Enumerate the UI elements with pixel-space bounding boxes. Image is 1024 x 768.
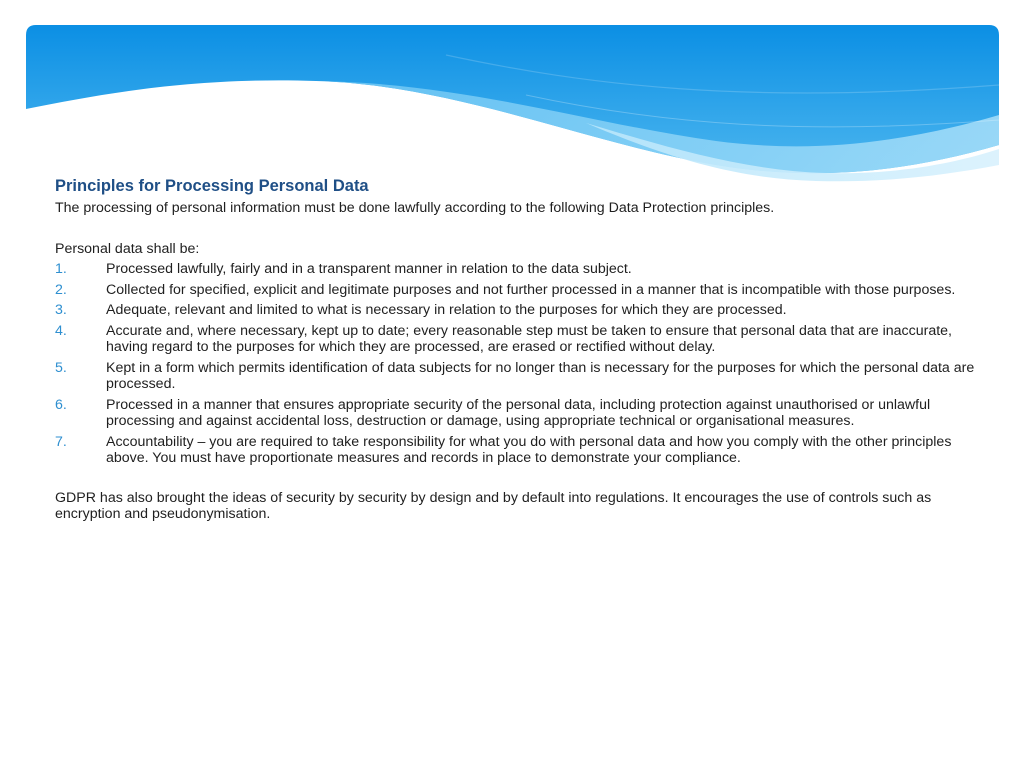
list-item-text: Accurate and, where necessary, kept up to date; every reasonable step must be taken to ensure that personal data that are inaccurate, having regard to the purposes for which they are processed, are erased or rectified without delay. <box>106 322 952 355</box>
list-item-number: 5. <box>55 359 67 376</box>
list-item-text: Collected for specified, explicit and legitimate purposes and not further processed in a manner that is incompatible with those purposes. <box>106 281 956 298</box>
slide-content <box>55 176 990 523</box>
list-item-text: Processed lawfully, fairly and in a transparent manner in relation to the data subject. <box>106 261 632 277</box>
principles-list <box>55 261 990 467</box>
closing-paragraph: GDPR has also brought the ideas of security by security by design and by default into regulations. It encourages the use of controls such as encryption and pseudonymisation. <box>55 489 932 522</box>
wave-banner-graphic <box>26 25 999 185</box>
list-item-number: 1. <box>55 261 67 277</box>
lead-in-text: Personal data shall be: <box>55 240 200 257</box>
list-item <box>55 434 990 467</box>
list-item-number: 6. <box>55 396 67 413</box>
list-item-number: 7. <box>55 433 67 450</box>
list-item <box>55 360 990 393</box>
slide-title: Principles for Processing Personal Data <box>55 177 369 195</box>
list-item <box>55 397 990 430</box>
intro-paragraph: The processing of personal information must be done lawfully according to the following Data Protection principles. <box>55 200 775 216</box>
list-item-text: Adequate, relevant and limited to what is necessary in relation to the purposes for which they are processed. <box>106 302 787 318</box>
header-banner <box>26 25 999 185</box>
list-item <box>55 323 990 356</box>
list-item-number: 2. <box>55 281 67 298</box>
list-item-text: Processed in a manner that ensures appropriate security of the personal data, including protection against unauthorised or unlawful processing and against accidental loss, destruction or damage, using appropriate technical or organisational measures. <box>106 396 931 429</box>
list-item-text: Accountability – you are required to take responsibility for what you do with personal data and how you comply with the other principles above. You must have proportionate measures and records in place to demonstrate your compliance. <box>106 433 952 466</box>
list-item <box>55 261 990 278</box>
list-item-number: 3. <box>55 302 67 318</box>
list-item-text: Kept in a form which permits identification of data subjects for no longer than is necessary for the purposes for which the personal data are processed. <box>106 359 975 392</box>
list-item <box>55 302 990 319</box>
list-item-number: 4. <box>55 322 67 339</box>
list-item <box>55 282 990 299</box>
